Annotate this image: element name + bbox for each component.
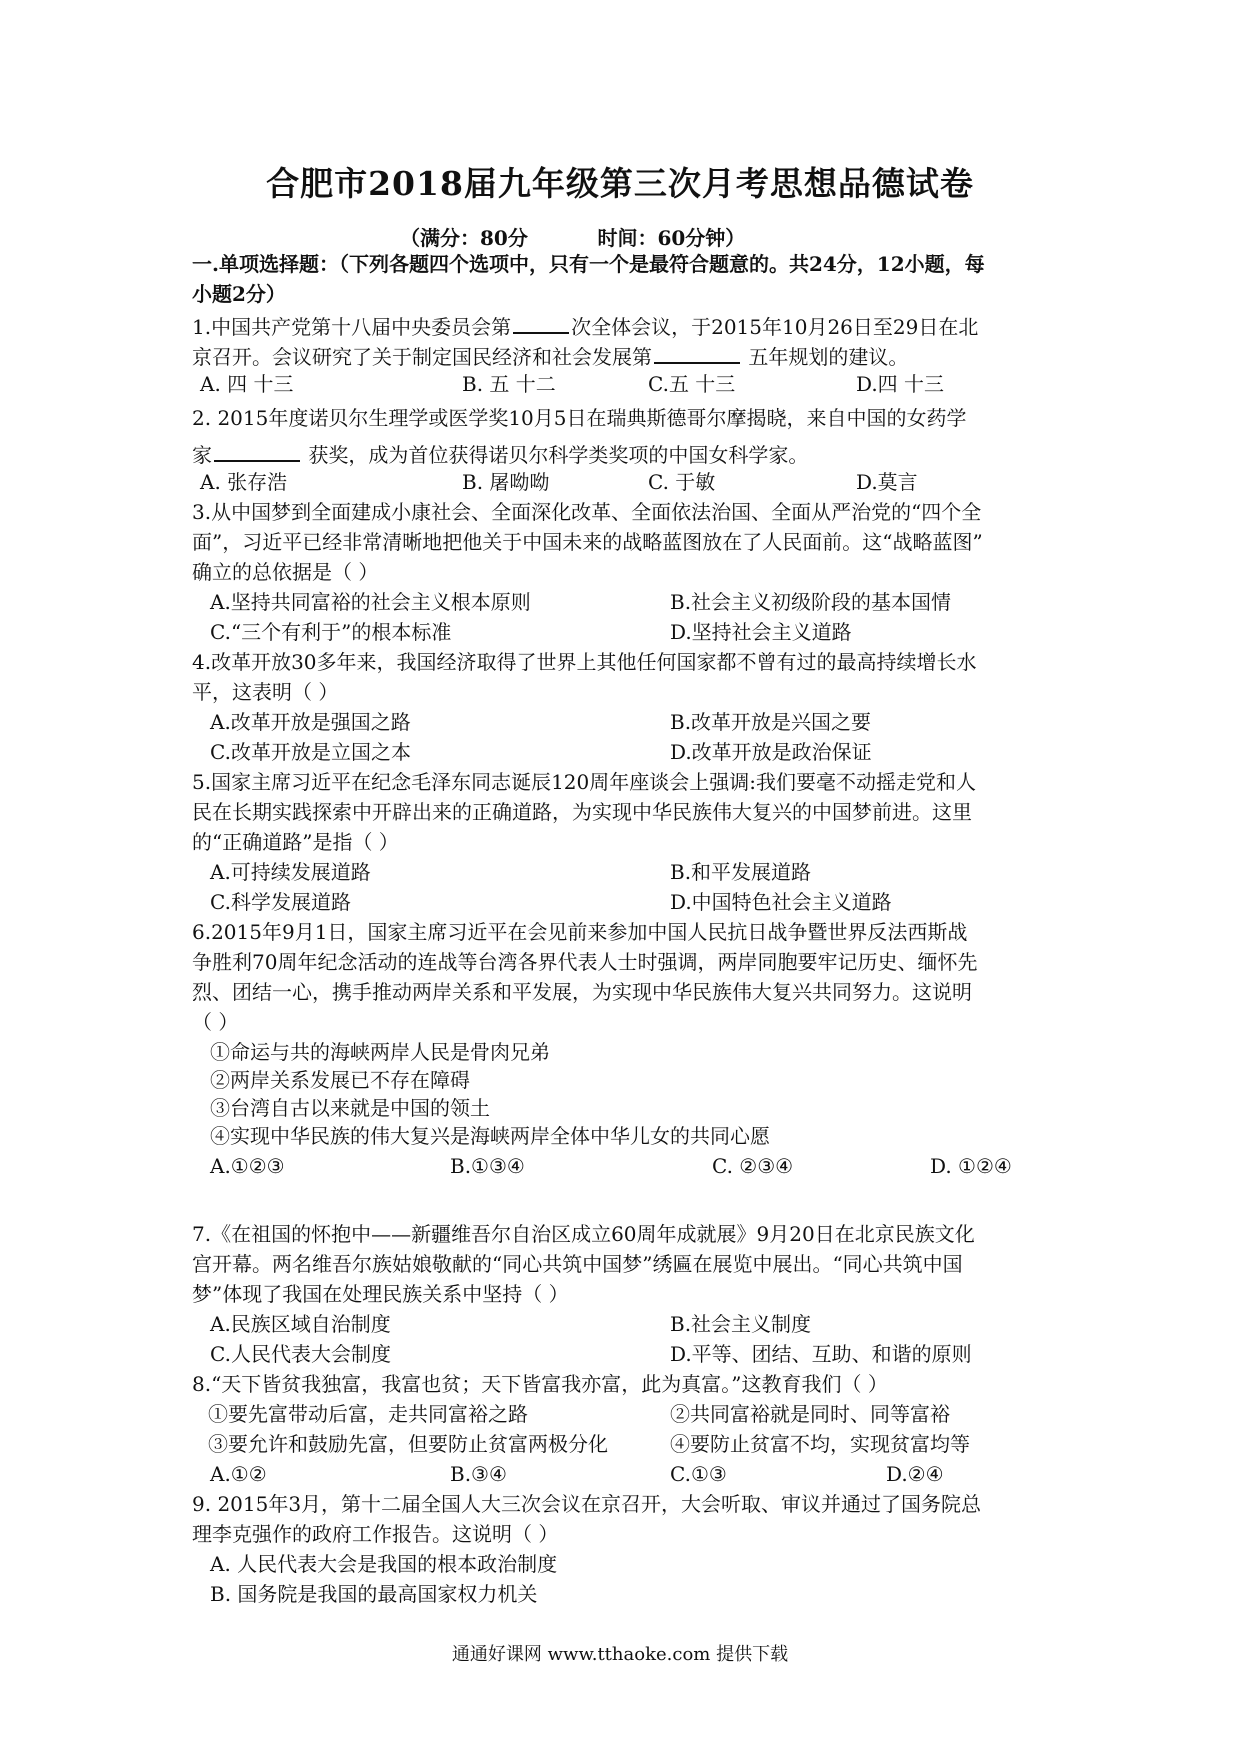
section-heading-cont: 小题2分） (192, 282, 286, 306)
question-3-line-2: 面”，习近平已经非常清晰地把他关于中国未来的战略蓝图放在了人民面前。这“战略蓝图” (192, 530, 983, 554)
question-6-option-d: D. ①②④ (930, 1154, 1012, 1178)
question-3-option-b: B.社会主义初级阶段的基本国情 (670, 590, 952, 614)
question-2-option-c: C. 于敏 (648, 470, 716, 494)
question-1-text-d: 五年规划的建议。 (742, 345, 909, 369)
question-2-option-d: D.莫言 (856, 470, 918, 494)
question-2-line-1: 2. 2015年度诺贝尔生理学或医学奖10月5日在瑞典斯德哥尔摩揭晓，来自中国的女药学 (192, 406, 967, 430)
question-7-option-b: B.社会主义制度 (670, 1312, 812, 1336)
question-8-option-b: B.③④ (450, 1462, 507, 1486)
question-6-line-3: 烈、团结一心，携手推动两岸关系和平发展，为实现中华民族伟大复兴共同努力。这说明 (192, 980, 972, 1004)
question-7-line-1: 7.《在祖国的怀抱中——新疆维吾尔自治区成立60周年成就展》9月20日在北京民族文化 (192, 1222, 975, 1246)
question-3-option-c: C.“三个有利于”的根本标准 (210, 620, 452, 644)
page-footer: 通通好课网 www.tthaoke.com 提供下载 (451, 1644, 789, 1665)
question-8-option-c: C.①③ (670, 1462, 727, 1486)
question-8-option-d: D.②④ (886, 1462, 944, 1486)
exam-title: 合肥市2018届九年级第三次月考思想品德试卷 (266, 164, 974, 203)
question-5-line-1: 5.国家主席习近平在纪念毛泽东同志诞辰120周年座谈会上强调:我们要毫不动摇走党和人 (192, 770, 976, 794)
question-6-statement-2: ②两岸关系发展已不存在障碍 (210, 1068, 470, 1092)
question-7-line-3: 梦”体现了我国在处理民族关系中坚持（ ） (192, 1282, 569, 1306)
question-1-text-c: 京召开。会议研究了关于制定国民经济和社会发展第 (192, 345, 652, 369)
question-4-option-b: B.改革开放是兴国之要 (670, 710, 872, 734)
question-6-statement-4: ④实现中华民族的伟大复兴是海峡两岸全体中华儿女的共同心愿 (210, 1124, 770, 1148)
question-9-option-a: A. 人民代表大会是我国的根本政治制度 (210, 1552, 558, 1576)
question-5-option-b: B.和平发展道路 (670, 860, 812, 884)
question-7-line-2: 宫开幕。两名维吾尔族姑娘敬献的“同心共筑中国梦”绣匾在展览中展出。“同心共筑中国 (192, 1252, 963, 1276)
question-1-text-a: 1.中国共产党第十八届中央委员会第 (192, 315, 512, 339)
question-8-statement-1: ①要先富带动后富，走共同富裕之路 (208, 1402, 528, 1426)
question-5-line-3: 的“正确道路”是指（ ） (192, 830, 399, 854)
question-6-option-a: A.①②③ (210, 1154, 285, 1178)
exam-subtitle: （满分：80分 时间：60分钟） (400, 226, 746, 250)
question-1-text-b: 次全体会议，于2015年10月26日至29日在北 (571, 315, 979, 339)
question-2-text-b: 获奖，成为首位获得诺贝尔科学类奖项的中国女科学家。 (302, 443, 809, 467)
question-6-line-2: 争胜利70周年纪念活动的连战等台湾各界代表人士时强调，两岸同胞要牢记历史、缅怀先 (192, 950, 978, 974)
question-6-statement-3: ③台湾自古以来就是中国的领土 (210, 1096, 490, 1120)
question-1-option-b: B. 五 十二 (462, 372, 556, 396)
question-7-option-c: C.人民代表大会制度 (210, 1342, 391, 1366)
question-5-option-a: A.可持续发展道路 (210, 860, 371, 884)
question-6-option-c: C. ②③④ (712, 1154, 794, 1178)
section-heading: 一.单项选择题：（下列各题四个选项中，只有一个是最符合题意的。共24分，12小题，每 (192, 252, 985, 276)
question-3-line-1: 3.从中国梦到全面建成小康社会、全面深化改革、全面依法治国、全面从严治党的“四个全 (192, 500, 982, 524)
question-5-option-d: D.中国特色社会主义道路 (670, 890, 892, 914)
question-8-line-1: 8.“天下皆贫我独富，我富也贫；天下皆富我亦富，此为真富。”这教育我们（ ） (192, 1372, 888, 1396)
question-1-line-2 (192, 342, 908, 369)
answer-blank (513, 312, 569, 334)
question-3-option-a: A.坚持共同富裕的社会主义根本原则 (210, 590, 531, 614)
question-3-line-3: 确立的总依据是（ ） (192, 560, 379, 584)
question-8-statement-2: ②共同富裕就是同时、同等富裕 (670, 1402, 950, 1426)
question-1-line-1 (192, 312, 978, 339)
question-8-statement-3: ③要允许和鼓励先富，但要防止贫富两极分化 (208, 1432, 608, 1456)
answer-blank (214, 440, 300, 462)
question-2-line-2 (192, 440, 808, 467)
question-5-line-2: 民在长期实践探索中开辟出来的正确道路，为实现中华民族伟大复兴的中国梦前进。这里 (192, 800, 972, 824)
question-4-line-1: 4.改革开放30多年来，我国经济取得了世界上其他任何国家都不曾有过的最高持续增长水 (192, 650, 977, 674)
question-4-option-d: D.改革开放是政治保证 (670, 740, 872, 764)
question-1-option-c: C.五 十三 (648, 372, 736, 396)
question-6-statement-1: ①命运与共的海峡两岸人民是骨肉兄弟 (210, 1040, 550, 1064)
question-2-option-b: B. 屠呦呦 (462, 470, 550, 494)
question-4-option-a: A.改革开放是强国之路 (210, 710, 411, 734)
question-8-option-a: A.①② (210, 1462, 267, 1486)
question-9-line-1: 9. 2015年3月，第十二届全国人大三次会议在京召开，大会听取、审议并通过了国务院总 (192, 1492, 982, 1516)
question-8-statement-4: ④要防止贫富不均，实现贫富均等 (670, 1432, 970, 1456)
answer-blank (654, 342, 740, 364)
question-4-option-c: C.改革开放是立国之本 (210, 740, 411, 764)
question-9-option-b: B. 国务院是我国的最高国家权力机关 (210, 1582, 538, 1606)
question-3-option-d: D.坚持社会主义道路 (670, 620, 852, 644)
question-6-line-1: 6.2015年9月1日，国家主席习近平在会见前来参加中国人民抗日战争暨世界反法西斯战 (192, 920, 968, 944)
question-7-option-a: A.民族区域自治制度 (210, 1312, 391, 1336)
question-6-line-4: （ ） (192, 1010, 239, 1034)
question-1-option-a: A. 四 十三 (200, 372, 294, 396)
question-5-option-c: C.科学发展道路 (210, 890, 351, 914)
question-2-text-a: 家 (192, 443, 212, 467)
question-2-option-a: A. 张存浩 (200, 470, 288, 494)
question-9-line-2: 理李克强作的政府工作报告。这说明（ ） (192, 1522, 559, 1546)
question-1-option-d: D.四 十三 (856, 372, 945, 396)
question-7-option-d: D.平等、团结、互助、和谐的原则 (670, 1342, 972, 1366)
question-4-line-2: 平，这表明（ ） (192, 680, 339, 704)
question-6-option-b: B.①③④ (450, 1154, 525, 1178)
